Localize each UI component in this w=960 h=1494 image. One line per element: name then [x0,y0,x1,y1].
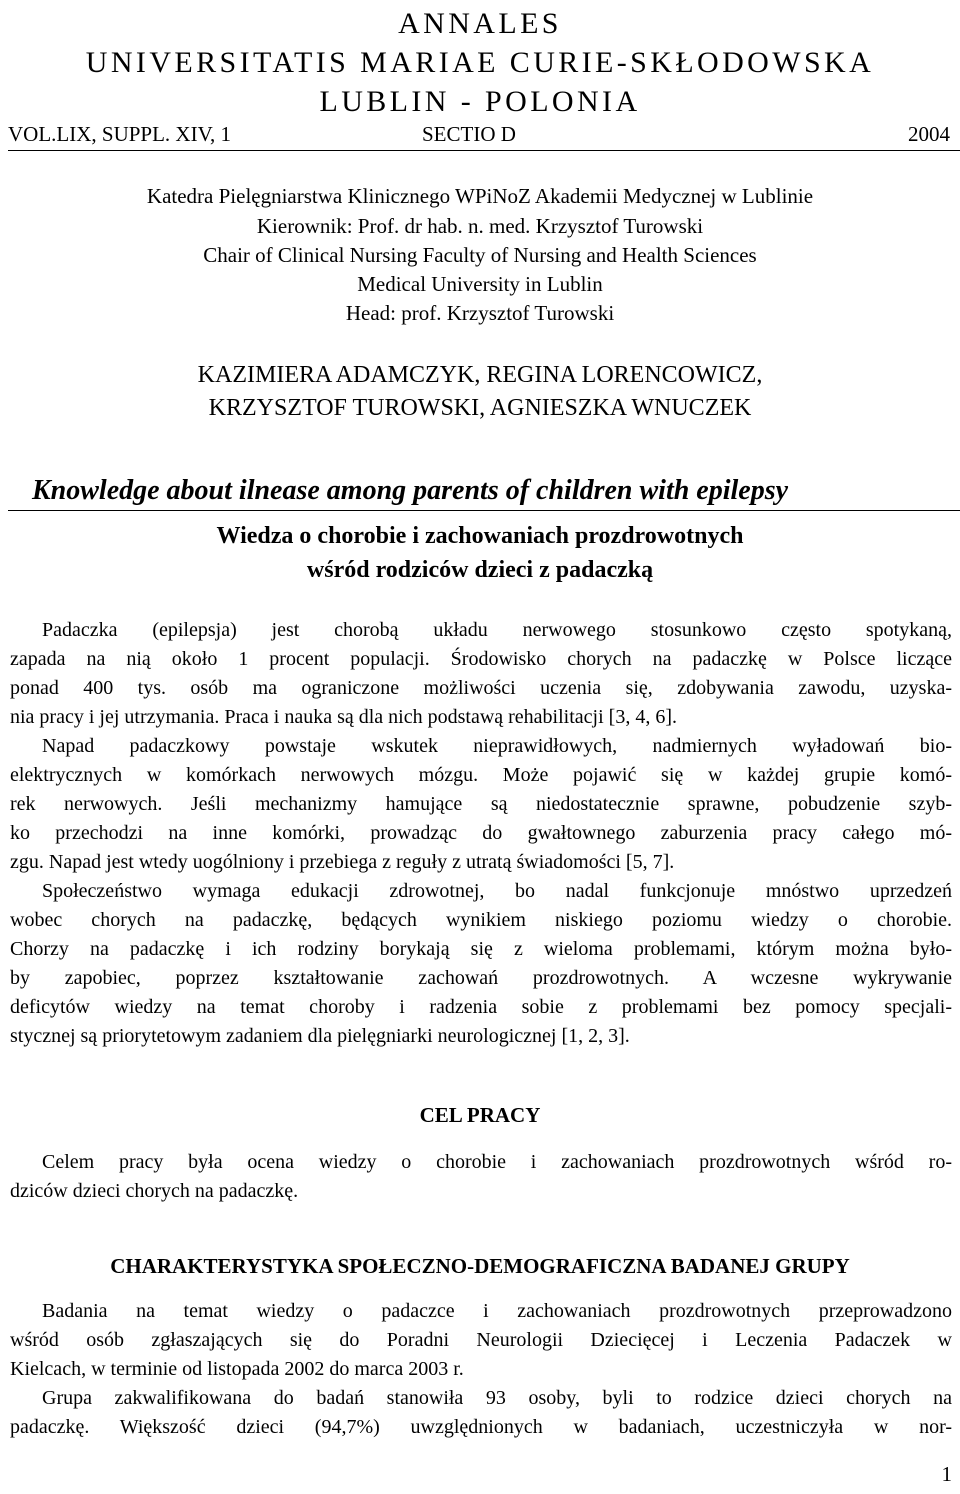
text-line: wśród osób zgłaszających się do Poradni Neurologii Dziecięcej i Leczenia Padaczek w [10,1329,952,1351]
text-line: deficytów wiedzy na temat choroby i radzenia sobie z problemami bez pomocy specjali- [10,996,952,1018]
paper-title-pl: wśród rodziców dzieci z padaczką [306,557,654,583]
affiliation-line: Medical University in Lublin [357,272,603,296]
text-line: ponad 400 tys. osób ma ograniczone możliwości uczenia się, zdobywania zawodu, uzyska- [10,677,952,699]
text-line: by zapobiec, poprzez kształtowanie zachowań prozdrowotnych. A wczesne wykrywanie [10,967,952,989]
sectio-info: SECTIO D [422,122,516,146]
text-line: Chorzy na padaczkę i ich rodziny borykają się z wieloma problemami, którym można było- [10,938,952,960]
text-line: nia pracy i jej utrzymania. Praca i nauka są dla nich podstawą rehabilitacji [3, 4, 6]. [10,706,677,728]
text-line: dziców dzieci chorych na padaczkę. [10,1180,299,1202]
text-line: rek nerwowych. Jeśli mechanizmy hamujące są niedostatecznie sprawne, pobudzenie szyb- [10,793,952,815]
text-line: ko przechodzi na inne komórki, prowadząc do gwałtownego zaburzenia pracy całego mó- [10,822,952,844]
authors-line: KAZIMIERA ADAMCZYK, REGINA LORENCOWICZ, [197,362,763,388]
text-line: Celem pracy była ocena wiedzy o chorobie i zachowaniach prozdrowotnych wśród ro- [42,1151,952,1173]
text-line: Społeczeństwo wymaga edukacji zdrowotnej, bo nadal funkcjonuje mnóstwo uprzedzeń [42,880,952,902]
header-rule [8,150,960,151]
year-info: 2004 [908,122,950,146]
journal-title-line1: ANNALES [398,7,562,40]
cel-paragraph [10,1148,952,1206]
authors-line: KRZYSZTOF TUROWSKI, AGNIESZKA WNUCZEK [208,395,752,421]
intro-paragraph [10,616,952,1051]
section-heading-cel: CEL PRACY [419,1103,541,1127]
journal-title-line3: LUBLIN - POLONIA [319,85,641,118]
paper-title-en: Knowledge about ilnease among parents of children with epilepsy [32,475,789,506]
affiliation-line: Katedra Pielęgniarstwa Klinicznego WPiNoZ Akademii Medycznej w Lublinie [146,184,814,208]
charakterystyka-paragraph [10,1297,952,1442]
title-rule [8,510,960,511]
text-line: elektrycznych w komórkach nerwowych mózgu. Może pojawić się w każdej grupie komó- [10,764,952,786]
text-line: stycznej są priorytetowym zadaniem dla pielęgniarki neurologicznej [1, 2, 3]. [10,1025,630,1047]
text-line: Padaczka (epilepsja) jest chorobą układu nerwowego stosunkowo często spotykaną, [42,619,952,641]
paper-title-pl: Wiedza o chorobie i zachowaniach prozdrowotnych [216,523,744,549]
affiliation-line: Head: prof. Krzysztof Turowski [345,301,615,325]
page-number: 1 [941,1462,952,1486]
text-line: Grupa zakwalifikowana do badań stanowiła 93 osoby, byli to rodzice dzieci chorych na [42,1387,952,1409]
text-line: Badania na temat wiedzy o padaczce i zachowaniach prozdrowotnych przeprowadzono [42,1300,952,1322]
section-heading-charakterystyka: CHARAKTERYSTYKA SPOŁECZNO-DEMOGRAFICZNA BADANEJ GRUPY [110,1254,850,1278]
text-line: Napad padaczkowy powstaje wskutek nieprawidłowych, nadmiernych wyładowań bio- [42,735,952,757]
text-line: zgu. Napad jest wtedy uogólniony i przebiega z reguły z utratą świadomości [5, 7]. [10,851,675,873]
affiliation-line: Kierownik: Prof. dr hab. n. med. Krzysztof Turowski [256,214,704,238]
text-line: Kielcach, w terminie od listopada 2002 do marca 2003 r. [10,1358,464,1380]
affiliation-line: Chair of Clinical Nursing Faculty of Nursing and Health Sciences [203,243,757,267]
text-line: padaczkę. Większość dzieci (94,7%) uwzględnionych w badaniach, uczestniczyła w nor- [10,1416,952,1438]
text-line: wobec chorych na padaczkę, będących wynikiem niskiego poziomu wiedzy o chorobie. [10,909,952,931]
text-line: zapada na nią około 1 procent populacji. Środowisko chorych na padaczkę w Polsce liczące [10,648,952,670]
volume-info: VOL.LIX, SUPPL. XIV, 1 [8,122,232,146]
journal-title-line2: UNIVERSITATIS MARIAE CURIE-SKŁODOWSKA [85,46,875,79]
